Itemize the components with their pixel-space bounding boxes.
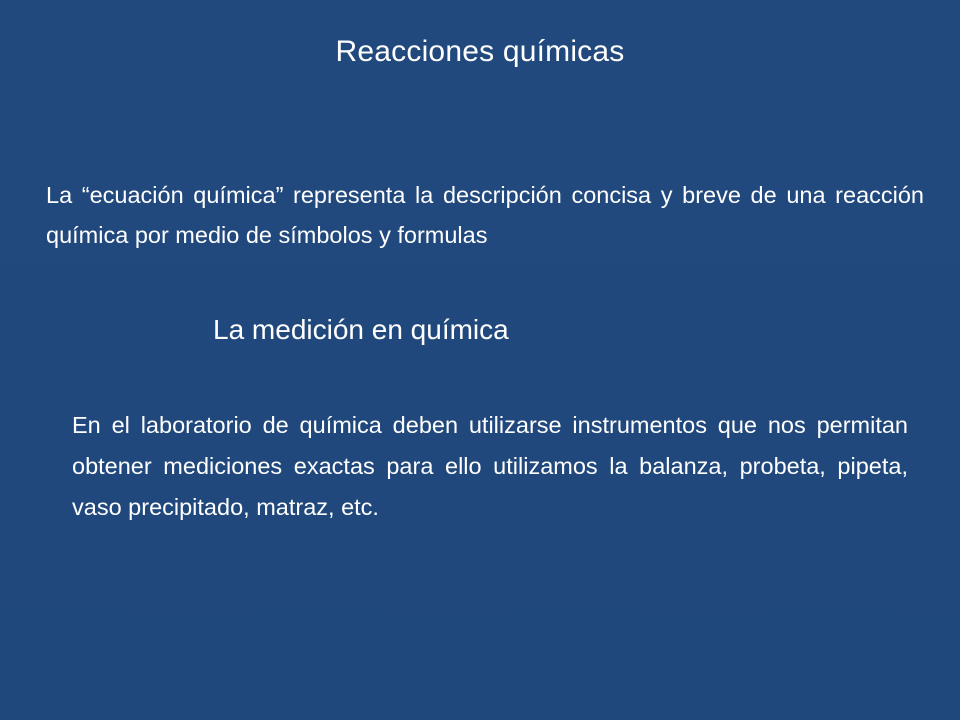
equation-definition-paragraph: La “ecuación química” representa la descripción concisa y breve de una reacción química por medio de símbolos y formulas — [46, 182, 924, 248]
slide-title: Reacciones químicas — [335, 35, 625, 68]
section-subtitle: La medición en química — [213, 314, 509, 345]
laboratory-measurement-paragraph: En el laboratorio de química deben utilizarse instrumentos que nos permitan obtener mediciones exactas para ello utilizamos la balanza, probeta, pipeta, vaso precipitado, matraz, etc. — [72, 412, 908, 520]
